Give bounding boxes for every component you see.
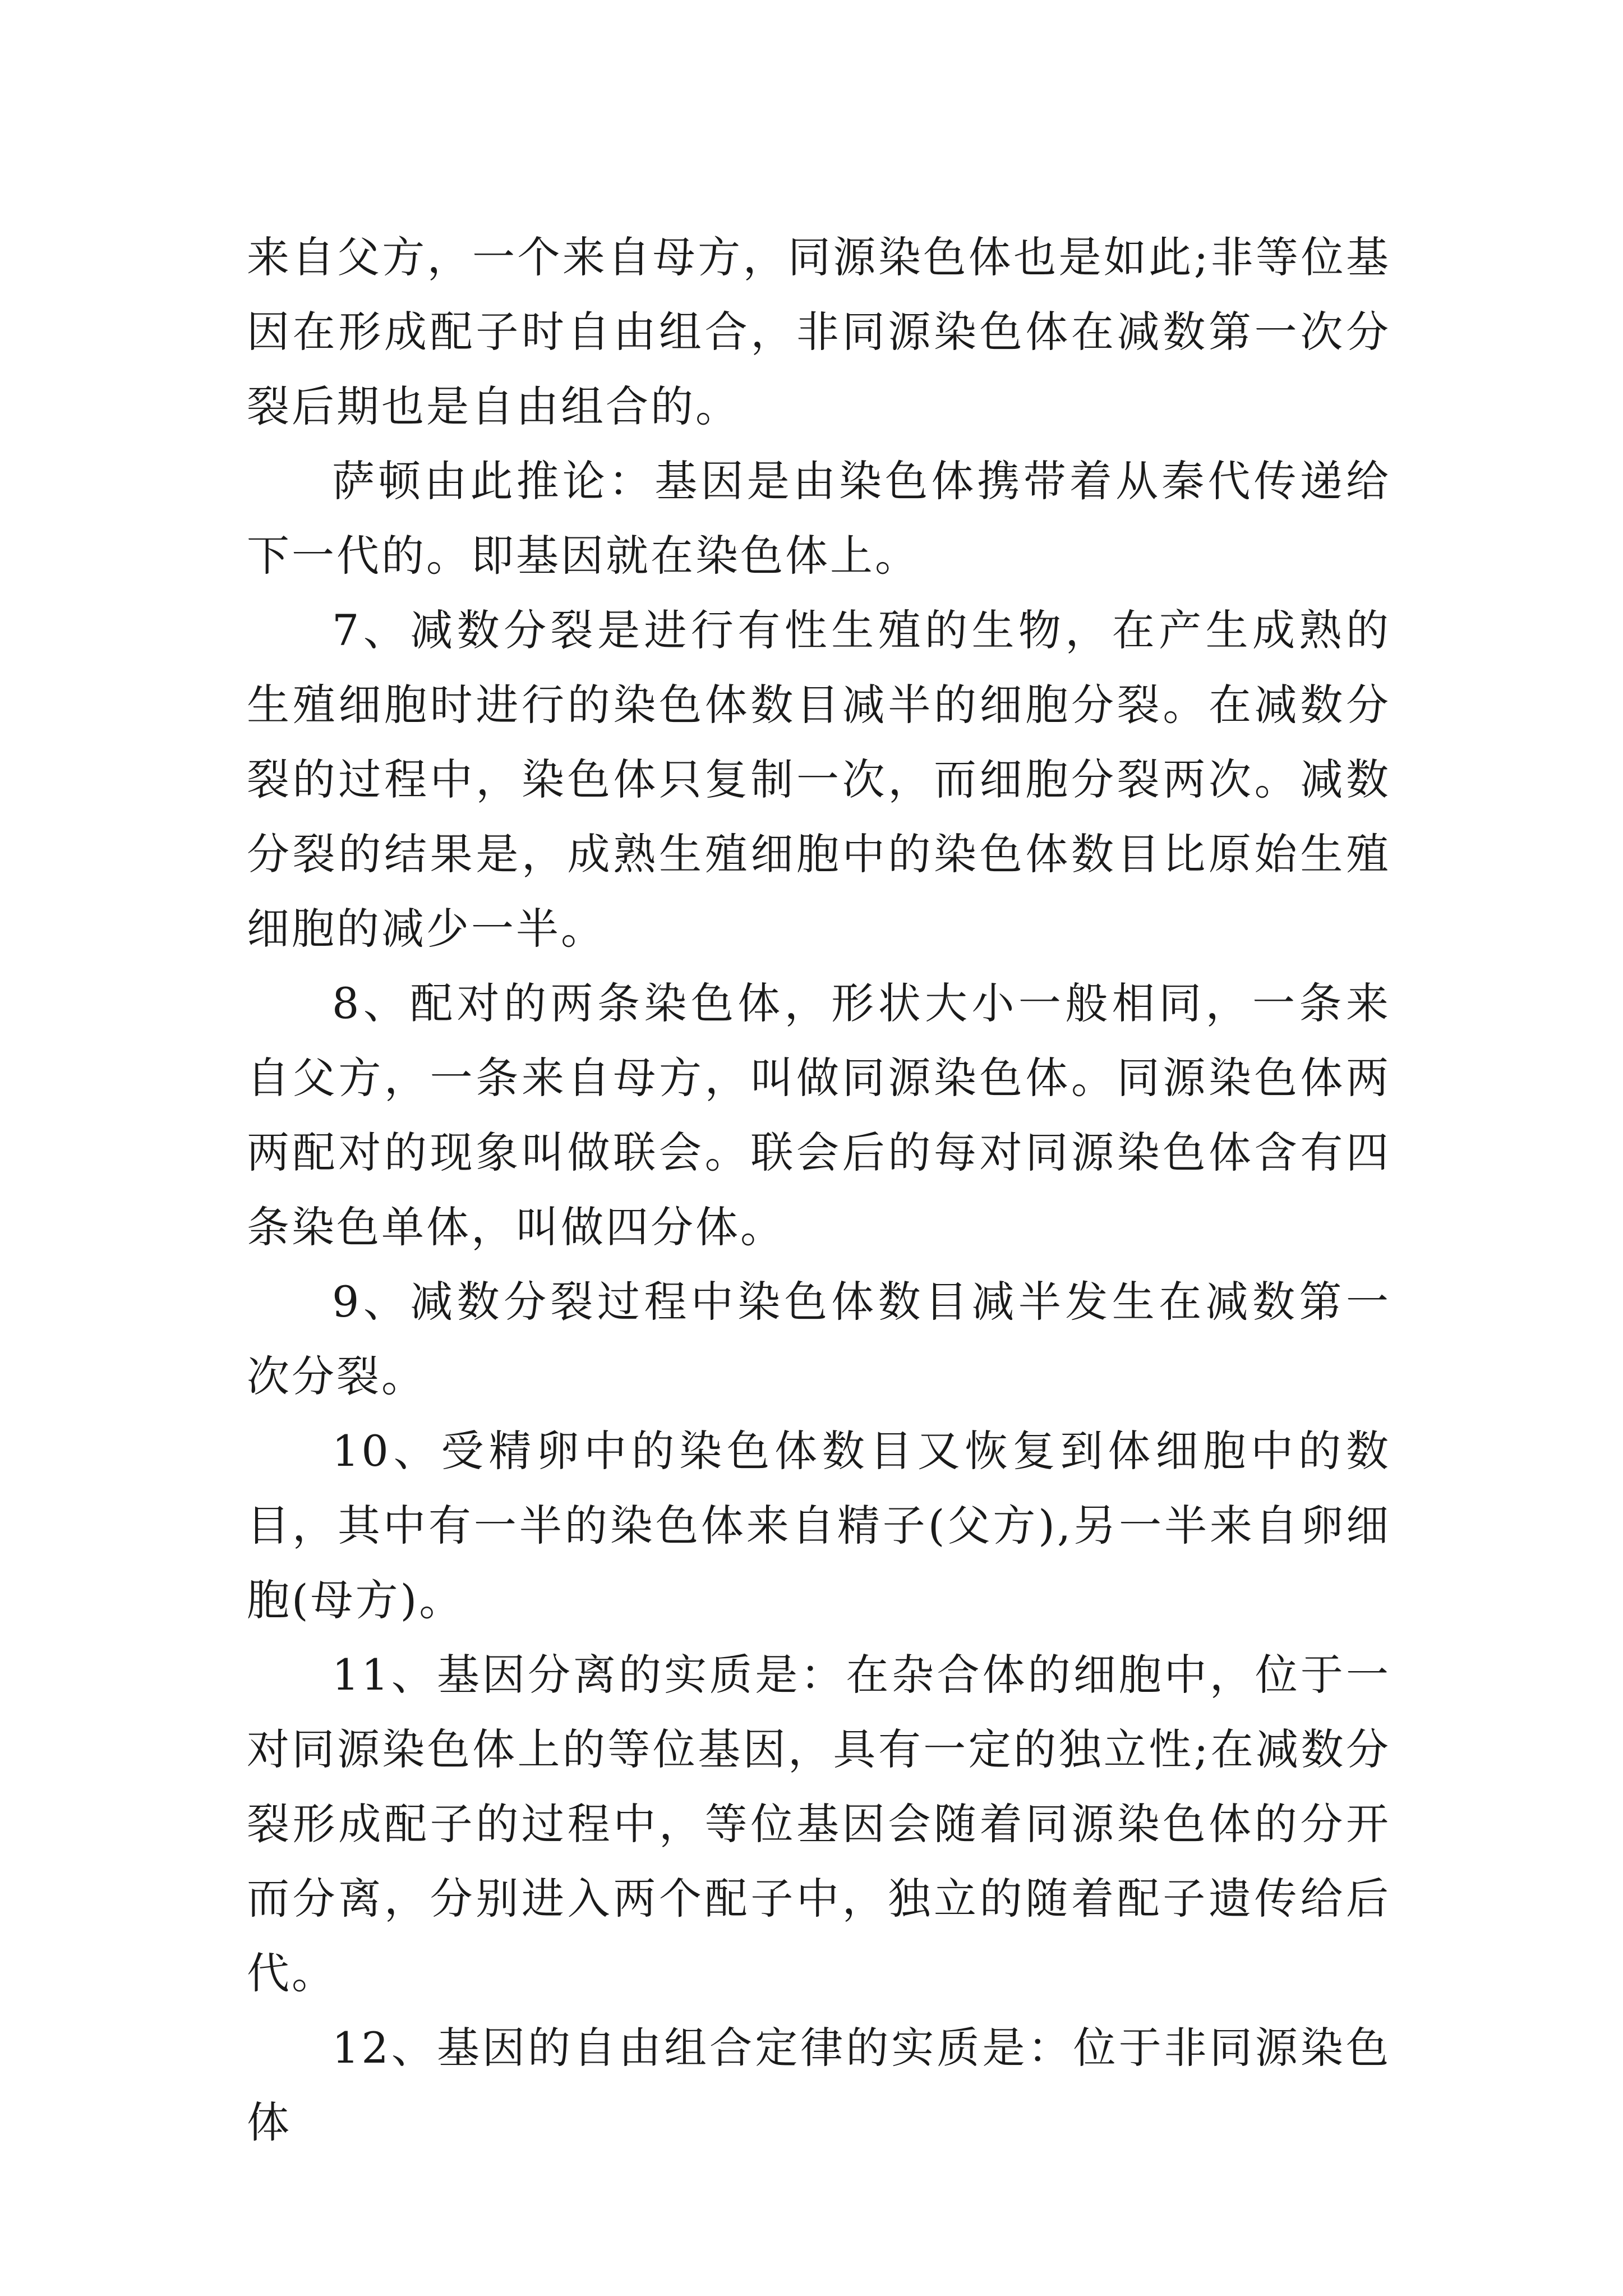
paragraph-item-11: 11、基因分离的实质是：在杂合体的细胞中，位于一对同源染色体上的等位基因，具有一定的独立性;在减数分裂形成配子的过程中，等位基因会随着同源染色体的分开而分离，分别进入两个配子中，独立的随着配子遗传给后代。 xyxy=(247,1650,1391,1998)
paragraph-item-7: 7、减数分裂是进行有性生殖的生物，在产生成熟的生殖细胞时进行的染色体数目减半的细胞分裂。在减数分裂的过程中，染色体只复制一次，而细胞分裂两次。减数分裂的结果是，成熟生殖细胞中的染色体数目比原始生殖细胞的减少一半。 xyxy=(247,605,1391,954)
paragraph-item-10: 10、受精卵中的染色体数目又恢复到体细胞中的数目，其中有一半的染色体来自精子(父方),另一半来自卵细胞(母方)。 xyxy=(247,1426,1391,1625)
paragraph-item-8: 8、配对的两条染色体，形状大小一般相同，一条来自父方，一条来自母方，叫做同源染色体。同源染色体两两配对的现象叫做联会。联会后的每对同源染色体含有四条染色单体，叫做四分体。 xyxy=(247,978,1391,1252)
paragraph-continuation: 来自父方，一个来自母方，同源染色体也是如此;非等位基因在形成配子时自由组合，非同源染色体在减数第一次分裂后期也是自由组合的。 xyxy=(247,232,1391,431)
paragraph-item-9: 9、减数分裂过程中染色体数目减半发生在减数第一次分裂。 xyxy=(247,1277,1391,1401)
paragraph-item-12: 12、基因的自由组合定律的实质是：位于非同源染色体 xyxy=(247,2023,1391,2147)
document-body xyxy=(247,220,1391,2160)
paragraph-sutton-inference: 萨顿由此推论：基因是由染色体携带着从秦代传递给下一代的。即基因就在染色体上。 xyxy=(247,456,1391,581)
